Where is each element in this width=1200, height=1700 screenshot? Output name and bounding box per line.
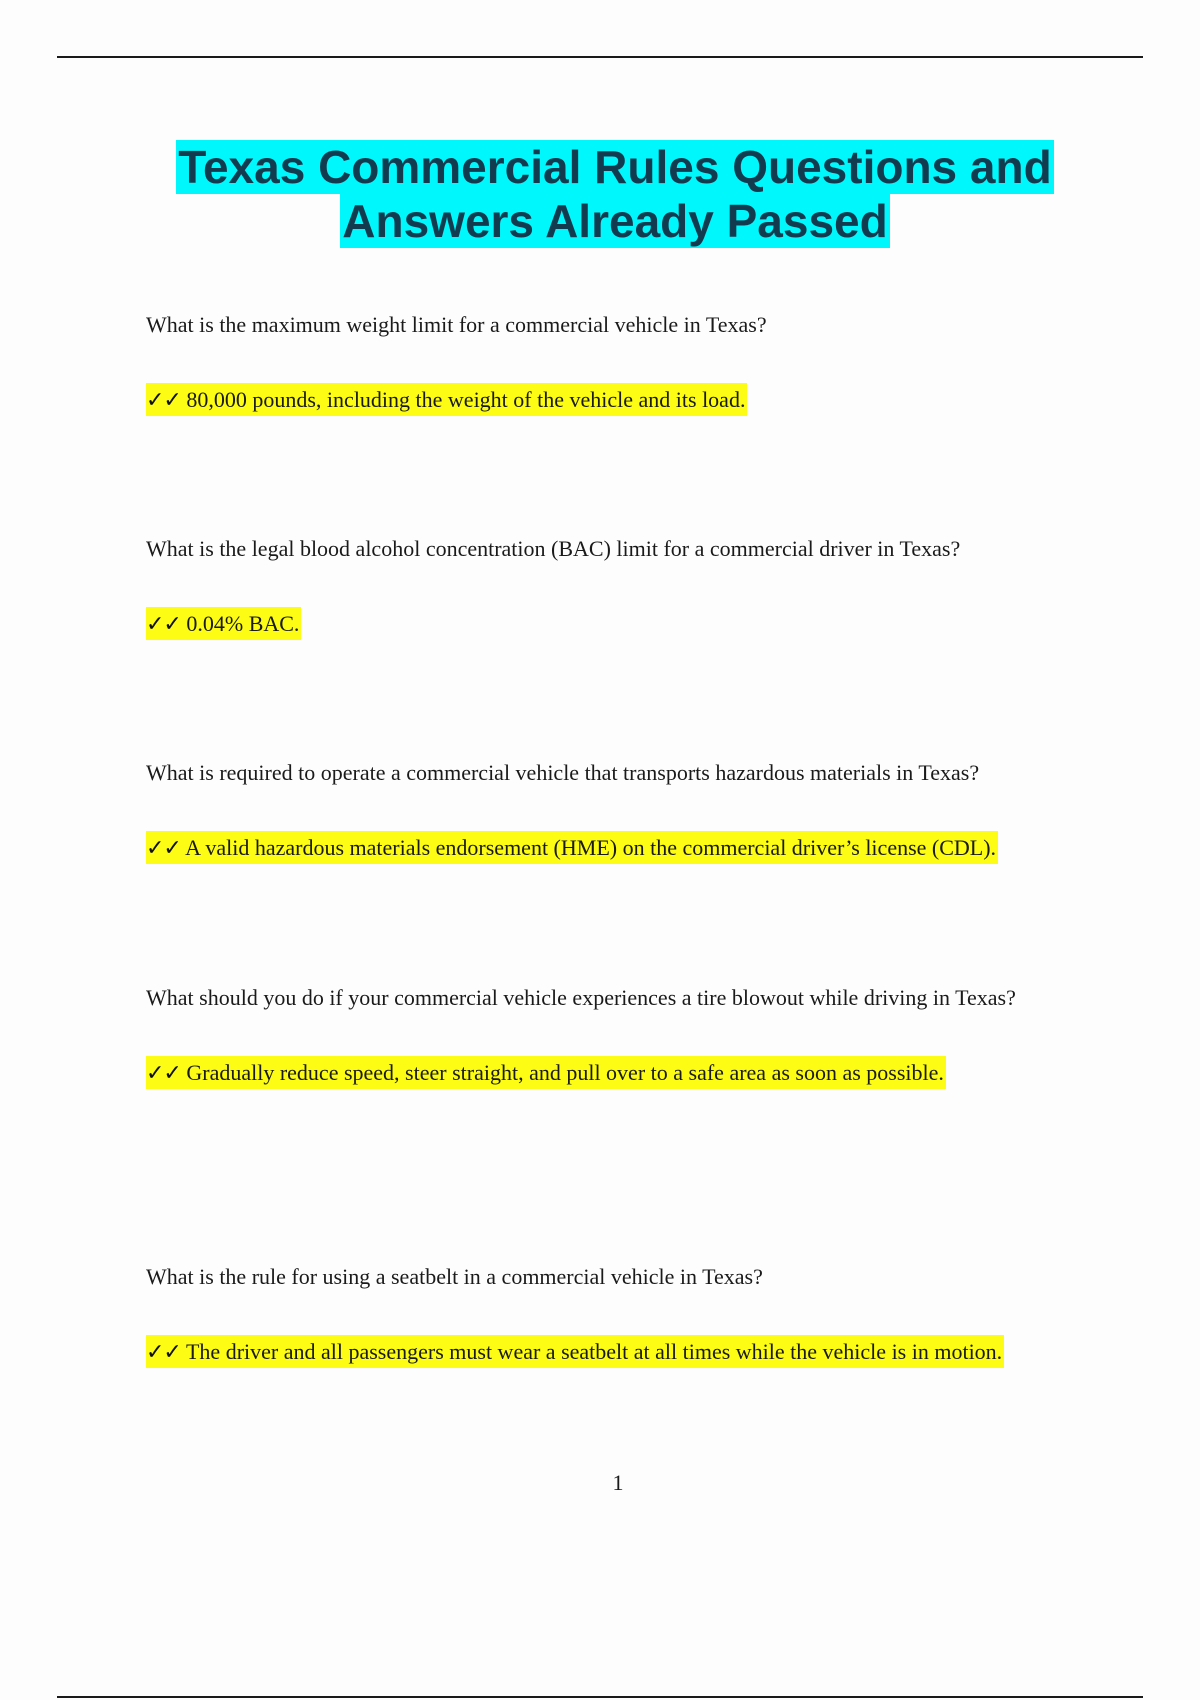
page-number: 1 [612,1470,624,1495]
answer-2-text: 0.04% BAC. [186,611,300,636]
double-check-icon: ✓✓ [146,836,181,861]
answer-5-text: The driver and all passengers must wear a seatbelt at all times while the vehicle is in motion. [185,1339,1003,1364]
answer-4 [146,1046,1146,1101]
title-line-2: Answers Already Passed [342,195,888,247]
document-title [60,140,1170,248]
answer-3-text: A valid hazardous materials endorsement (HME) on the commercial driver’s license (CDL). [185,835,997,860]
answer-2 [146,597,1146,652]
answer-1-text: 80,000 pounds, including the weight of the vehicle and its load. [186,387,746,412]
question-1: What is the maximum weight limit for a commercial vehicle in Texas? [146,312,767,337]
qa-item-1 [146,298,1146,428]
double-check-icon: ✓✓ [146,1340,181,1365]
double-check-icon: ✓✓ [146,388,181,413]
question-5: What is the rule for using a seatbelt in a commercial vehicle in Texas? [146,1264,763,1289]
qa-item-3 [146,746,1146,876]
question-3: What is required to operate a commercial vehicle that transports hazardous materials in Texas? [146,760,980,785]
answer-4-text: Gradually reduce speed, steer straight, and pull over to a safe area as soon as possible. [186,1060,944,1085]
answer-5 [146,1325,1146,1380]
question-2: What is the legal blood alcohol concentration (BAC) limit for a commercial driver in Texas? [146,536,961,561]
top-rule [57,56,1143,58]
qa-item-2 [146,522,1146,652]
answer-3 [146,821,1146,876]
bottom-rule [57,1696,1143,1698]
qa-item-5 [146,1250,1146,1380]
answer-1 [146,373,1146,428]
qa-item-4 [146,971,1051,1101]
double-check-icon: ✓✓ [146,1061,181,1086]
double-check-icon: ✓✓ [146,612,181,637]
question-4: What should you do if your commercial vehicle experiences a tire blowout while driving in Texas? [146,985,1016,1010]
title-line-1: Texas Commercial Rules Questions and [178,141,1052,193]
